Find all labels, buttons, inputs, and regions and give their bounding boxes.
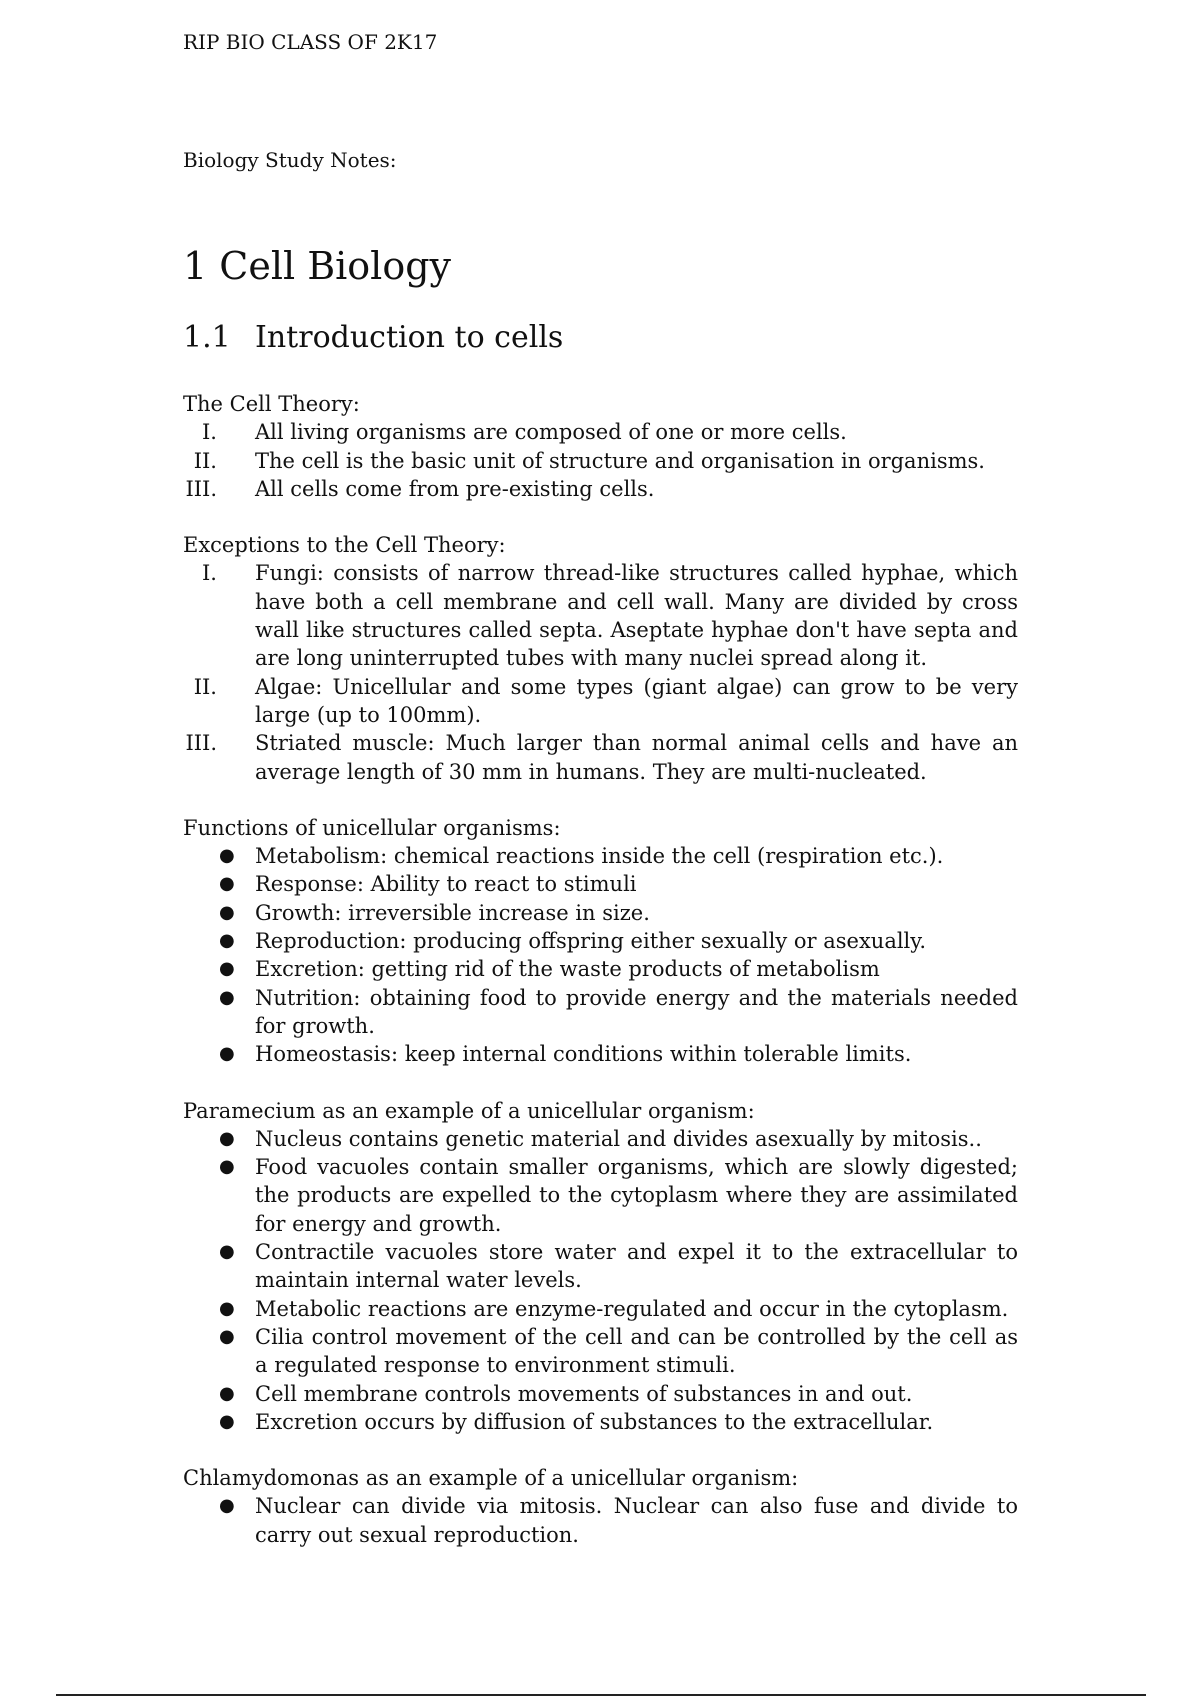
list-item-text: Reproduction: producing offspring either sexually or asexually. xyxy=(255,929,927,954)
paramecium-list xyxy=(183,1125,1018,1436)
document-title: Biology Study Notes: xyxy=(183,148,397,172)
list-item xyxy=(183,418,1018,446)
list-item-text: Striated muscle: Much larger than normal animal cells and have an average length of 30 mm in humans. They are multi-nucleated. xyxy=(255,731,1018,784)
chapter-heading: 1 Cell Biology xyxy=(183,244,451,288)
list-item-text: Food vacuoles contain smaller organisms, which are slowly digested; the products are expelled to the cytoplasm where they are assimilated for energy and growth. xyxy=(255,1155,1018,1236)
bullet-icon: ● xyxy=(219,1127,235,1149)
list-item-text: Algae: Unicellular and some types (giant algae) can grow to be very large (up to 100mm). xyxy=(255,674,1018,727)
list-item xyxy=(183,1492,1018,1549)
list-item xyxy=(183,1323,1018,1380)
list-item xyxy=(183,559,1018,672)
list-item-text: Response: Ability to react to stimuli xyxy=(255,872,637,897)
bullet-icon: ● xyxy=(219,1297,235,1319)
list-item xyxy=(183,870,1018,898)
functions-title: Functions of unicellular organisms: xyxy=(183,815,561,840)
functions-section xyxy=(183,814,1018,1069)
cell-theory-title: The Cell Theory: xyxy=(183,392,360,416)
list-item xyxy=(183,475,1018,503)
document-page xyxy=(183,30,1018,1547)
exceptions-section xyxy=(183,531,1018,786)
chlamydomonas-title: Chlamydomonas as an example of a unicellular organism: xyxy=(183,1466,799,1491)
list-item-text: Homeostasis: keep internal conditions within tolerable limits. xyxy=(255,1042,912,1067)
chlamydomonas-list xyxy=(183,1492,1018,1549)
list-item xyxy=(183,673,1018,730)
list-item-text: Nucleus contains genetic material and divides asexually by mitosis.. xyxy=(255,1126,982,1151)
list-item-text: All cells come from pre-existing cells. xyxy=(255,476,655,501)
bullet-icon: ● xyxy=(219,1325,235,1347)
list-item-text: Excretion: getting rid of the waste products of metabolism xyxy=(255,957,880,982)
list-item xyxy=(183,1125,1018,1153)
exceptions-title: Exceptions to the Cell Theory: xyxy=(183,533,506,558)
list-item xyxy=(183,927,1018,955)
chlamydomonas-section xyxy=(183,1464,1018,1549)
list-item-text: Excretion occurs by diffusion of substances to the extracellular. xyxy=(255,1409,934,1434)
list-item-text: Fungi: consists of narrow thread-like structures called hyphae, which have both a cell membrane and cell wall. Many are divided by cross wall like structures called septa. Aseptate hyphae don't have septa and are long uninterrupted tubes with many nuclei spread along it. xyxy=(255,561,1018,671)
list-item-text: The cell is the basic unit of structure and organisation in organisms. xyxy=(255,448,985,473)
roman-numeral: I. xyxy=(202,561,217,586)
list-item-text: Cilia control movement of the cell and can be controlled by the cell as a regulated response to environment stimuli. xyxy=(255,1324,1018,1378)
list-item xyxy=(183,447,1018,475)
roman-numeral: III. xyxy=(185,731,217,756)
bullet-icon: ● xyxy=(219,1382,235,1404)
list-item xyxy=(183,1040,1018,1068)
section-number: 1.1 xyxy=(183,320,231,355)
list-item xyxy=(183,842,1018,870)
roman-numeral: II. xyxy=(193,674,217,699)
list-item xyxy=(183,955,1018,983)
list-item xyxy=(183,899,1018,927)
functions-list xyxy=(183,842,1018,1068)
list-item xyxy=(183,1153,1018,1238)
page-header: RIP BIO CLASS OF 2K17 xyxy=(183,30,438,54)
list-item xyxy=(183,729,1018,786)
footer-divider xyxy=(56,1694,1146,1696)
list-item xyxy=(183,1295,1018,1323)
document-body xyxy=(183,390,1018,1577)
list-item xyxy=(183,984,1018,1041)
list-item-text: All living organisms are composed of one or more cells. xyxy=(255,420,847,445)
list-item xyxy=(183,1380,1018,1408)
paramecium-title: Paramecium as an example of a unicellular organism: xyxy=(183,1098,755,1123)
list-item-text: Contractile vacuoles store water and expel it to the extracellular to maintain internal water levels. xyxy=(255,1240,1018,1293)
roman-numeral: III. xyxy=(185,476,217,501)
paramecium-section xyxy=(183,1097,1018,1437)
list-item-text: Growth: irreversible increase in size. xyxy=(255,900,650,925)
cell-theory-list xyxy=(183,418,1018,503)
bullet-icon: ● xyxy=(219,986,235,1008)
bullet-icon: ● xyxy=(219,1410,235,1432)
cell-theory-section xyxy=(183,390,1018,503)
list-item-text: Nutrition: obtaining food to provide energy and the materials needed for growth. xyxy=(255,985,1018,1038)
bullet-icon: ● xyxy=(219,958,235,980)
bullet-icon: ● xyxy=(219,845,235,867)
list-item-text: Metabolic reactions are enzyme-regulated and occur in the cytoplasm. xyxy=(255,1296,1009,1321)
list-item-text: Metabolism: chemical reactions inside the cell (respiration etc.). xyxy=(255,844,944,869)
roman-numeral: I. xyxy=(202,420,217,445)
bullet-icon: ● xyxy=(219,930,235,952)
list-item xyxy=(183,1238,1018,1295)
list-item xyxy=(183,1408,1018,1436)
bullet-icon: ● xyxy=(219,1241,235,1263)
bullet-icon: ● xyxy=(219,873,235,895)
bullet-icon: ● xyxy=(219,1156,235,1178)
bullet-icon: ● xyxy=(219,901,235,923)
section-heading xyxy=(183,320,563,355)
list-item-text: Cell membrane controls movements of substances in and out. xyxy=(255,1381,913,1406)
section-title: Introduction to cells xyxy=(255,320,564,355)
bullet-icon: ● xyxy=(219,1043,235,1065)
list-item-text: Nuclear can divide via mitosis. Nuclear can also fuse and divide to carry out sexual reproduction. xyxy=(255,1494,1018,1547)
roman-numeral: II. xyxy=(193,448,217,473)
exceptions-list xyxy=(183,559,1018,785)
bullet-icon: ● xyxy=(219,1495,235,1517)
